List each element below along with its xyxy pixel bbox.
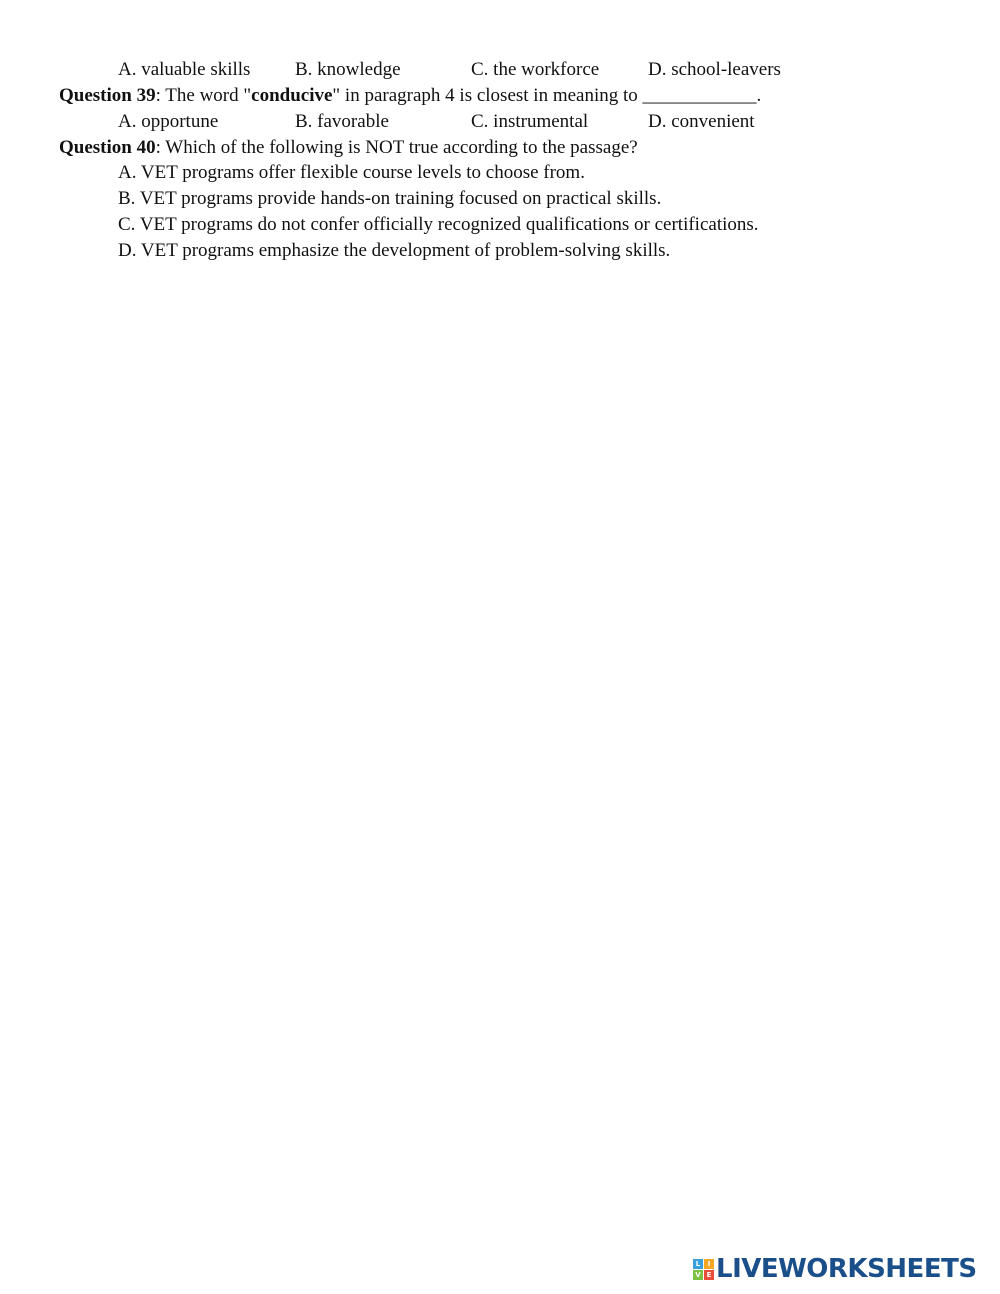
question-40-text: : Which of the following is NOT true according to the passage? <box>155 137 638 158</box>
q38-option-b[interactable]: B. knowledge <box>295 59 401 80</box>
liveworksheets-logo-text: LIVEWORKSHEETS <box>716 1254 977 1284</box>
q39-option-a[interactable]: A. opportune <box>118 111 219 132</box>
q39-option-c[interactable]: C. instrumental <box>471 111 589 132</box>
q38-option-d[interactable]: D. school-leavers <box>648 59 781 80</box>
logo-mark-v: V <box>693 1270 703 1280</box>
logo-mark-e: E <box>704 1270 714 1280</box>
question-39-text-after: " in paragraph 4 is closest in meaning to ____________. <box>332 85 762 106</box>
q40-option-a[interactable]: A. VET programs offer flexible course levels to choose from. <box>118 162 585 183</box>
question-39-label: Question 39 <box>59 85 156 106</box>
question-40 <box>59 135 638 161</box>
q38-option-a[interactable]: A. valuable skills <box>118 59 251 80</box>
q40-option-c[interactable]: C. VET programs do not confer officially recognized qualifications or certifications. <box>118 214 759 235</box>
liveworksheets-logo-icon <box>693 1259 714 1280</box>
q40-option-b[interactable]: B. VET programs provide hands-on training focused on practical skills. <box>118 188 662 209</box>
q39-option-b[interactable]: B. favorable <box>295 111 389 132</box>
q40-option-d[interactable]: D. VET programs emphasize the development of problem-solving skills. <box>118 240 671 261</box>
question-39-keyword: conducive <box>251 85 333 106</box>
liveworksheets-logo <box>693 1254 977 1284</box>
logo-mark-l: L <box>693 1259 703 1269</box>
q38-option-c[interactable]: C. the workforce <box>471 59 600 80</box>
question-40-label: Question 40 <box>59 137 156 158</box>
logo-mark-i: I <box>704 1259 714 1269</box>
question-39-text-before: : The word " <box>155 85 252 106</box>
q39-option-d[interactable]: D. convenient <box>648 111 755 132</box>
question-39 <box>59 83 761 109</box>
